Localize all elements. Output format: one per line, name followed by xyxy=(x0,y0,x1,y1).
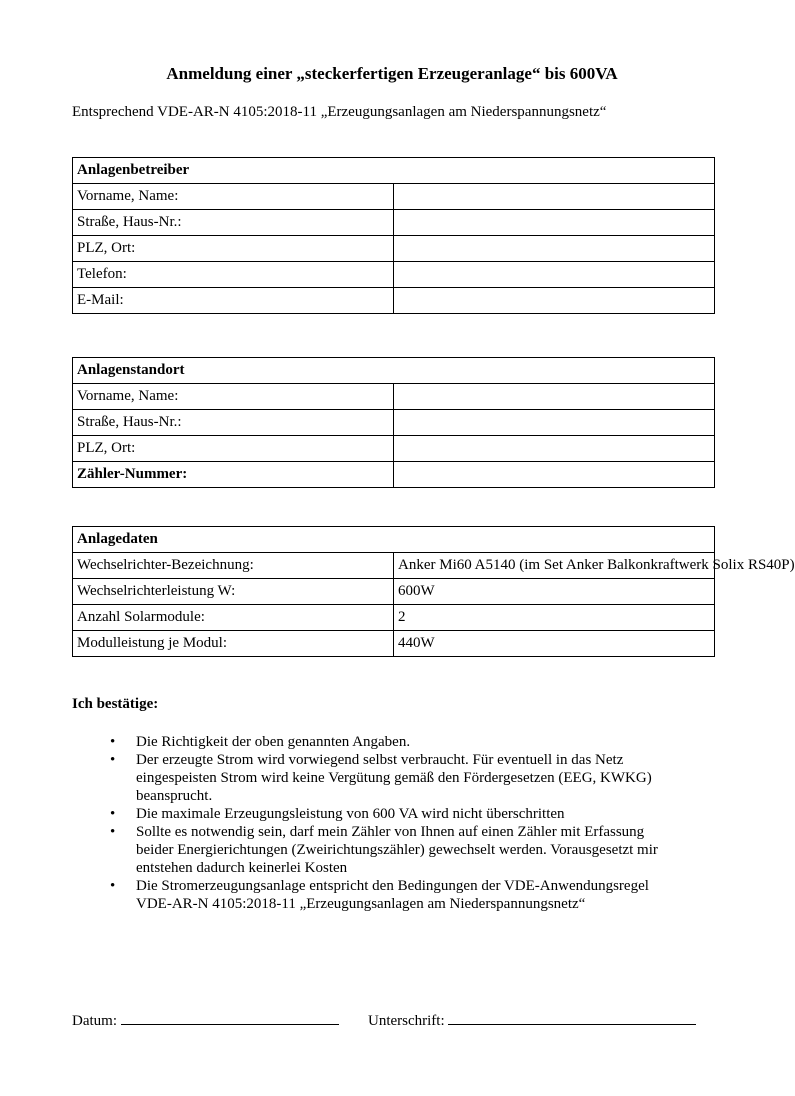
signature-section xyxy=(368,1010,696,1030)
meter-number-label: Zähler-Nummer: xyxy=(73,462,394,488)
signature-label: Unterschrift: xyxy=(368,1013,445,1029)
date-label: Datum: xyxy=(72,1013,117,1029)
list-item xyxy=(72,877,712,913)
bullet-icon: • xyxy=(110,752,116,768)
module-power-field[interactable]: 440W xyxy=(394,631,715,657)
confirmation-text: Die maximale Erzeugungsleistung von 600 VA wird nicht überschritten xyxy=(136,806,565,822)
page-title: Anmeldung einer „steckerfertigen Erzeugeranlage“ bis 600VA xyxy=(166,64,618,83)
list-item xyxy=(72,751,712,805)
table-row xyxy=(73,631,715,657)
module-count-label: Anzahl Solarmodule: xyxy=(73,605,394,631)
confirmation-list xyxy=(72,733,712,913)
bullet-icon: • xyxy=(110,878,116,894)
operator-phone-field[interactable] xyxy=(394,262,715,288)
confirmation-text: Sollte es notwendig sein, darf mein Zähler von Ihnen auf einen Zähler mit Erfassung xyxy=(136,824,645,840)
bullet-icon: • xyxy=(110,824,116,840)
table-row xyxy=(73,553,715,579)
confirmation-text: Die Stromerzeugungsanlage entspricht den Bedingungen der VDE-Anwendungsregel xyxy=(136,878,649,894)
operator-name-field[interactable] xyxy=(394,184,715,210)
operator-street-field[interactable] xyxy=(394,210,715,236)
location-table xyxy=(72,357,715,488)
signature-field[interactable] xyxy=(448,1010,696,1025)
location-name-label: Vorname, Name: xyxy=(73,384,394,410)
location-street-field[interactable] xyxy=(394,410,715,436)
table-row xyxy=(73,410,715,436)
confirmation-text: Die Richtigkeit der oben genannten Angaben. xyxy=(136,734,411,750)
inverter-power-field[interactable]: 600W xyxy=(394,579,715,605)
system-data-table xyxy=(72,526,795,657)
confirmation-text: entstehen dadurch keinerlei Kosten xyxy=(136,860,348,876)
location-name-field[interactable] xyxy=(394,384,715,410)
inverter-name-label: Wechselrichter-Bezeichnung: xyxy=(73,553,394,579)
operator-zip-field[interactable] xyxy=(394,236,715,262)
operator-heading: Anlagenbetreiber xyxy=(73,158,715,184)
table-row xyxy=(73,262,715,288)
confirmation-text: beider Energierichtungen (Zweirichtungszähler) gewechselt werden. Vorausgesetzt mir xyxy=(136,842,658,858)
location-heading: Anlagenstandort xyxy=(73,358,715,384)
bullet-icon: • xyxy=(110,734,116,750)
operator-name-label: Vorname, Name: xyxy=(73,184,394,210)
bullet-icon: • xyxy=(110,806,116,822)
table-row xyxy=(73,436,715,462)
table-row xyxy=(73,579,715,605)
meter-number-field[interactable] xyxy=(394,462,715,488)
operator-table xyxy=(72,157,715,314)
confirmation-text: eingespeisten Strom wird keine Vergütung gemäß den Fördergesetzen (EEG, KWKG) xyxy=(136,770,652,786)
operator-email-label: E-Mail: xyxy=(73,288,394,314)
module-power-label: Modulleistung je Modul: xyxy=(73,631,394,657)
table-row xyxy=(73,236,715,262)
location-zip-field[interactable] xyxy=(394,436,715,462)
confirmation-heading: Ich bestätige: xyxy=(72,696,159,712)
operator-phone-label: Telefon: xyxy=(73,262,394,288)
module-count-field[interactable]: 2 xyxy=(394,605,715,631)
confirmation-text: Der erzeugte Strom wird vorwiegend selbst verbraucht. Für eventuell in das Netz xyxy=(136,752,624,768)
list-item xyxy=(72,823,712,877)
table-row xyxy=(73,288,715,314)
location-zip-label: PLZ, Ort: xyxy=(73,436,394,462)
date-field[interactable] xyxy=(121,1010,339,1025)
inverter-name-field[interactable]: Anker Mi60 A5140 (im Set Anker Balkonkraftwerk Solix RS40P) xyxy=(394,553,715,579)
system-data-heading: Anlagedaten xyxy=(73,527,715,553)
table-row xyxy=(73,210,715,236)
operator-email-field[interactable] xyxy=(394,288,715,314)
list-item xyxy=(72,805,712,823)
list-item xyxy=(72,733,712,751)
table-row xyxy=(73,384,715,410)
location-street-label: Straße, Haus-Nr.: xyxy=(73,410,394,436)
inverter-power-label: Wechselrichterleistung W: xyxy=(73,579,394,605)
table-row xyxy=(73,605,715,631)
confirmation-text: VDE-AR-N 4105:2018-11 „Erzeugungsanlagen am Niederspannungsnetz“ xyxy=(136,896,586,912)
table-row xyxy=(73,462,715,488)
operator-zip-label: PLZ, Ort: xyxy=(73,236,394,262)
confirmation-text: beansprucht. xyxy=(136,788,213,804)
page-subtitle: Entsprechend VDE-AR-N 4105:2018-11 „Erzeugungsanlagen am Niederspannungsnetz“ xyxy=(72,104,607,120)
operator-street-label: Straße, Haus-Nr.: xyxy=(73,210,394,236)
date-section xyxy=(72,1010,339,1030)
table-row xyxy=(73,184,715,210)
